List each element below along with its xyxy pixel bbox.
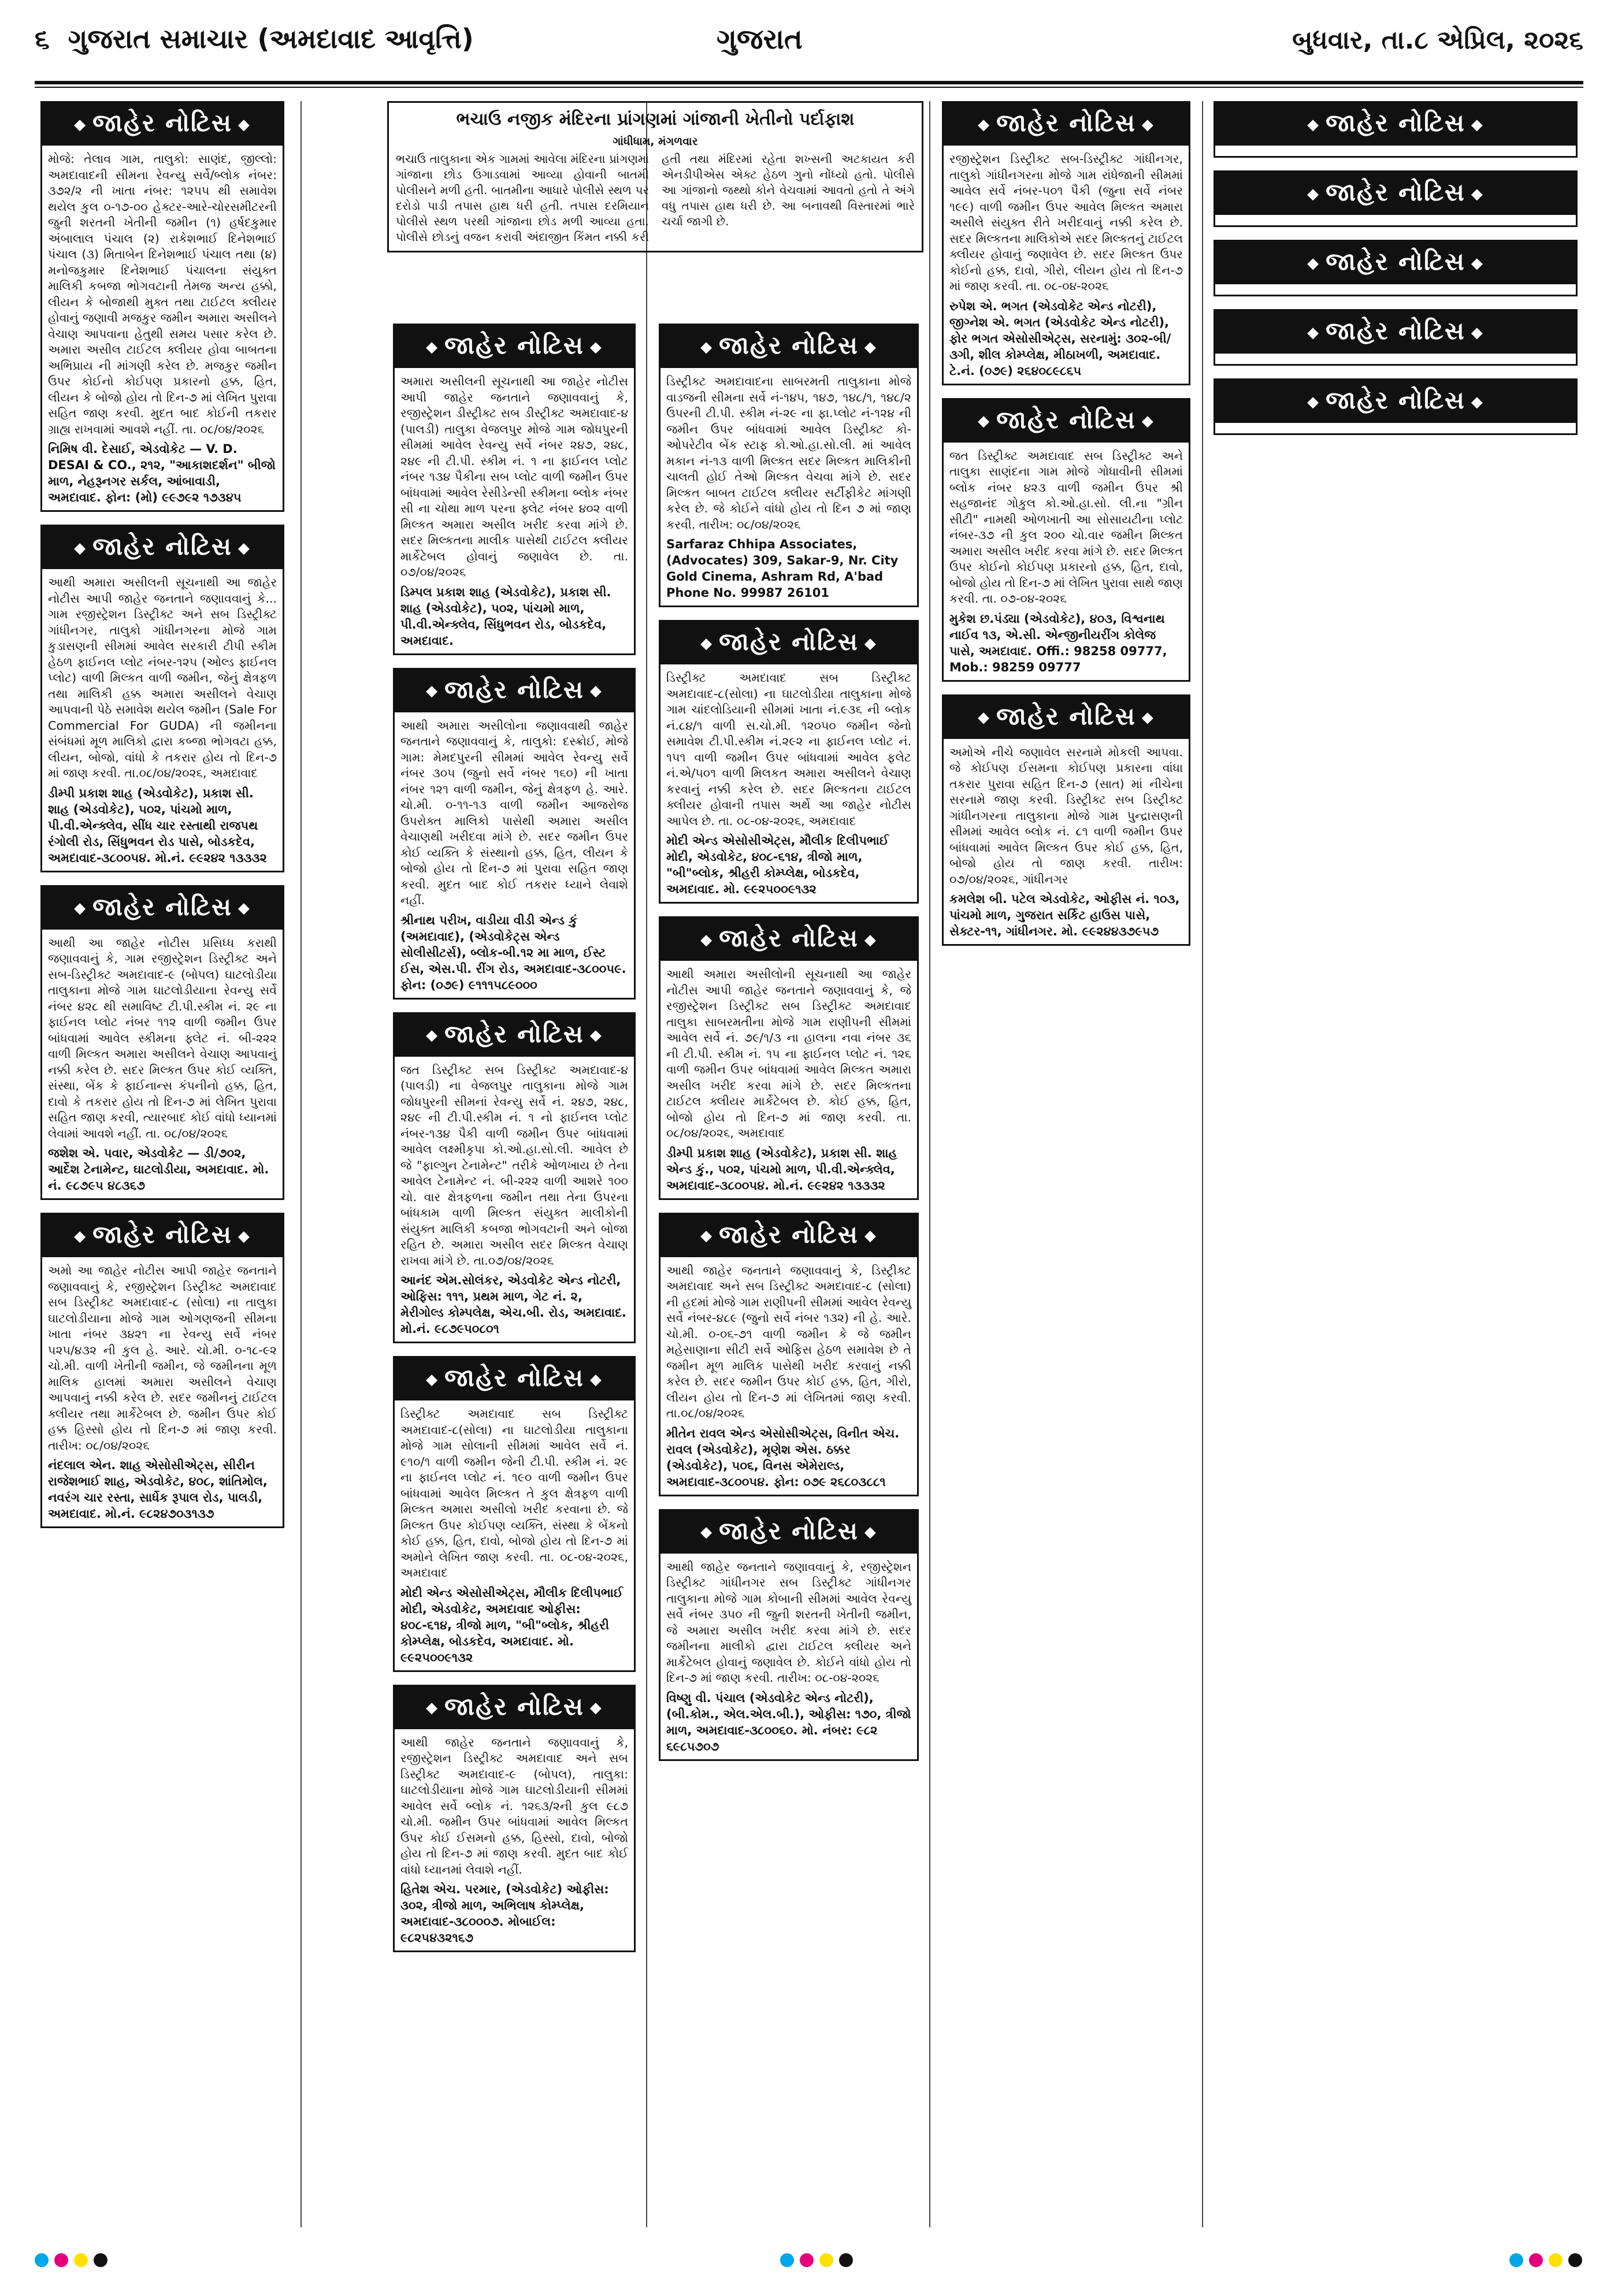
notice-body: આથી જાહેર જનતાને જણાવવાનું કે, રજીસ્ટ્રેશન ડિસ્ટ્રીક્ટ અમદાવાદ અને સબ ડિસ્ટ્રીક્ટ અમદાવાદ-૯ (બોપલ), તાલુકા: ઘાટલોડીયાના મોજે ગામ ઘાટલોડીયાની સીમમાં આવેલ સર્વે બ્લોક નં. ૧૨૬૩/૨ની કુલ ૯૮૭ ચો.મી. જમીન ઉપર બાંધવામાં આવેલ મિલ્કત ઉપર કોઈ ઈસમનો હક્ક, હિસ્સો, દાવો, બોજો હોય તો દિન-૭ માં જાણ કરવી. મુદત બાદ કોઈ વાંધો ધ્યાનમાં લેવાશે નહીં. — [400, 1735, 628, 1877]
notice-body: ડિસ્ટ્રીક્ટ અમદાવાદના સાબરમતી તાલુકાના મોજે વાડજની સીમના સર્વે નં-૧૪૫, ૧૪૭, ૧૪૮/૧, ૧૪૮/૨ ઉપરની ટી.પી. સ્કીમ નં-૨૯ ના ફા.પ્લોટ નં-૧૨૪ ની જમીન ઉપર બાંધવામાં આવેલ ડિસ્ટ્રીક્ટ કો-ઓપરેટીવ બેંક સ્ટાફ કો.ઓ.હા.સો.લી. માં આવેલ મકાન નં-૧૩ વાળી મિલ્કત સદર મિલ્કત માલિકીની ચાલતી હોઈ તેઓ મિલ્કત વેચવા માંગે છે. સદર મિલ્કત બાબત ટાઈટલ ક્લીયર સર્ટીફીકેટ માંગણી કરેલ છે. જે કોઈને વાંધો હોય તો દિન ૭ માં જાણ કરવી. તારીખ: ૦૮/૦૪/૨૦૨૬ — [666, 374, 911, 532]
registration-dot-black — [1568, 2253, 1582, 2267]
section-title: ગુજરાત — [717, 23, 803, 55]
notice-signature: મુકેશ છ.પંડ્યા (એડવોકેટ), ૪૦૩, વિશ્વનાથ નાઈવ ૧૩, એ.સી. એન્જીનીયરીંગ કોલેજ પાસે, અમદાવાદ. Offi.: 98258 09777, Mob.: 98259 09777 — [949, 611, 1167, 674]
notice-body: રજીસ્ટ્રેશન ડિસ્ટ્રીક્ટ સબ-ડિસ્ટ્રીક્ટ ગાંધીનગર, તાલુકો ગાંધીનગરના મોજે ગામ રાંધેજાની સીમમાં આવેલ સર્વે નંબર-૫૦૧ પૈકી (જુના સર્વે નંબર ૧૯૯) વાળી જમીન ઉપર આવેલ મિલ્કત અમારા અસીલે સંયુક્ત રીતે ખરીદવાનું નક્કી કરેલ છે. સદર મિલ્કતના માલિકોએ સદર મિલ્કતનું ટાઈટલ ક્લીયર હોવાનું જણાવેલ છે. સદર મિલ્કત ઉપર કોઈનો હક્ક, દાવો, ગીરો, લીયન હોય તો દિન-૭ માં જાણ કરવી. તા. ૦૮-૦૪-૨૦૨૬ — [949, 152, 1183, 293]
notice-heading: ◆ જાહેર નોટિસ ◆ — [660, 325, 917, 368]
notice-heading: ◆ જાહેર નોટિસ ◆ — [395, 1014, 634, 1057]
column-rule — [646, 101, 647, 2227]
notice-heading: ◆ જાહેર નોટિસ ◆ — [944, 103, 1189, 146]
story-dateline: ગાંધીધામ, મંગળવાર — [613, 135, 698, 148]
notice-heading: ◆ જાહેર નોટિસ ◆ — [395, 1358, 634, 1400]
registration-dot-magenta — [1529, 2253, 1543, 2267]
registration-dot-cyan — [780, 2253, 794, 2267]
registration-dot-black — [94, 2253, 107, 2267]
notice-heading: ◆ જાહેર નોટિસ ◆ — [660, 1214, 917, 1257]
paper-name: ગુજરાત સમાચાર (અમદાવાદ આવૃત્તિ) — [68, 23, 474, 54]
notice-signature: શ્રીનાથ પરીખ, વાડીયા વીડી એન્ડ કું (અમદાવાદ), (એડવોકેટ્સ એન્ડ સોલીસીટર્સ), બ્લોક-બી.૧૨ મા માળ, ઈસ્ટ ઈસ, એસ.પી. રીંગ રોડ, અમદાવાદ-૩૮૦૦૫૯. ફોન: (૦૭૯) ૯૧૧૧૫૮૯૦૦૦ — [400, 913, 626, 992]
column-rule — [929, 101, 930, 2227]
notice-heading: ◆ જાહેર નોટિસ ◆ — [1215, 242, 1576, 284]
notice-heading: ◆ જાહેર નોટિસ ◆ — [42, 526, 283, 569]
notice-signature: Sarfaraz Chhipa Associates, (Advocates) 309, Sakar-9, Nr. City Gold Cinema, Ashram Rd, A'bad Phone No. 99987 26101 — [666, 537, 899, 600]
public-notice — [659, 1509, 919, 1761]
notice-heading: ◆ જાહેર નોટિસ ◆ — [944, 400, 1189, 443]
public-notice — [40, 101, 284, 512]
registration-dot-yellow — [1549, 2253, 1563, 2267]
notice-signature: આનંદ એમ.સોલંકર, એડવોકેટ એન્ડ નોટરી, ઓફિસ: ૧૧૧, પ્રથમ માળ, ગેટ નં. ૨, મેરીગોલ્ડ કોમ્પલેક્ષ, એચ.બી. રોડ, અમદાવાદ. મો.નં. ૯૮૭૯૫૦૮૦૧ — [400, 1273, 626, 1336]
public-notice — [40, 885, 284, 1201]
column-5 — [1214, 101, 1578, 448]
public-notice — [1214, 101, 1578, 158]
notice-body: મોજે: તેલાવ ગામ, તાલુકો: સાણંદ, જીલ્લો: અમદાવાદની સીમના રેવન્યુ સર્વે/બ્લોક નંબર: ૩૭૨/૨ ની ખાતા નંબર: ૧૨૫૫ થી સમાવેશ થયેલ કુલ ૦-૧૭-૦૦ હેક્ટર-આરે-ચોરસમીટરની જુની શરતની ખેતીની જમીન (૧) હર્ષદકુમાર અંબાલાલ પંચાલ (૨) રાકેશભાઈ દિનેશભાઈ પંચાલ (૩) મિતાબેન દિનેશભાઈ પંચાલ તથા (૪) મનોજકુમાર દિનેશભાઈ પંચાલના સંયુક્ત માલિકી કબજા ભોગવટાની તેમજ અન્ય હક્કો, લીયન કે બોજાથી મુક્ત તથા ટાઈટલ ક્લીયર હોવાનું જણાવી મજકુર જમીન અમારા અસીલને વેચાણ આપવાના હેતુથી સમય પસાર કરેલ છે. અમારા અસીલ ટાઈટલ ક્લીયર હોવા બાબતના અભિપ્રાય ની માંગણી કરેલ છે. મજકુર જમીન ઉપર કોઈનો કોઈપણ પ્રકારનો હક્ક, હિત, લીયન કે બોજો હોય તો દિન-૭ માં લેખિત પુરાવા સહિત જાણ કરવી. મુદત બાદ કોઈની તકરાર ગ્રાહ્ય રાખવામાં આવશે નહીં. તા. ૦૮/૦૪/૨૦૨૬ — [48, 152, 277, 436]
public-notice — [1214, 378, 1578, 435]
public-notice — [942, 398, 1190, 682]
notice-heading: ◆ જાહેર નોટિસ ◆ — [944, 696, 1189, 739]
notice-signature: કમલેશ બી. પટેલ એડવોકેટ, ઓફીસ નં. ૧૦૩, પાંચમો માળ, ગુજરાત સર્કિટ હાઉસ પાસે, સેક્ટર-૧૧, ગાંધીનગર. મો. ૯૯૨૪૪૩૭૯૫૭ — [949, 892, 1180, 938]
column-1 — [40, 101, 284, 1541]
notice-heading: ◆ જાહેર નોટિસ ◆ — [395, 1686, 634, 1729]
public-notice — [659, 324, 919, 607]
notice-signature: રુપેશ એ. ભગત (એડવોકેટ એન્ડ નોટરી), જીગ્નેશ એ. ભગત (એડવોકેટ એન્ડ નોટરી), ફોર ભગત એસોસીએટ્સ, સરનામું: ૩૦૨-બી/૩ગી, શીલ કોમ્પ્લેક્ષ, મીઠાખળી, અમદાવાદ. ટે.નં. (૦૭૯) ૨૬૪૦૮૯૮૬૫ — [949, 299, 1171, 378]
notice-heading: ◆ જાહેર નોટિસ ◆ — [395, 670, 634, 712]
notice-signature: નંદલાલ એન. શાહ એસોસીએટ્સ, સીરીન રાજેશભાઈ શાહ, એડવોકેટ, ૪૦૮, શાંતિમોલ, નવરંગ ચાર રસ્તા, સાર્ધેક રૂપાલ રોડ, પાલડી, અમદાવાદ. મો.નં. ૯૮૨૪૭૦૩૧૩૭ — [48, 1458, 268, 1521]
notice-body: આથી અમારા અસીલની સૂચનાથી આ જાહેર નોટીસ આપી જાહેર જનતાને જણાવવાનું કે... ગામ રજીસ્ટ્રેશન ડિસ્ટ્રીક્ટ અને સબ ડિસ્ટ્રીક્ટ ગાંધીનગર, તાલુકો ગાંધીનગરના મોજે ગામ કુડાસણની સીમમાં આવેલ સરકારી ટીપી સ્કીમ હેઠળ ફાઈનલ પ્લોટ નંબર-૧૨૫ (ઓલ્ડ ફાઈનલ પ્લોટ) વાળી મિલ્કત વાળી જમીન, જેનું ક્ષેત્રફળ તથા માલિકી હક્ક અમારા અસીલને વેચાણ આપવાની પેઠે સમાવેશ થયેલ જમીન (Sale For Commercial For GUDA) ની જમીનના સંબંધમાં મૂળ માલિકો દ્વારા કબ્જા ભોગવટા હક્ક, લીયન, બોજો, વાંધો કે તકરાર હોય તો દિન-૭ માં જાણ કરવી. તા.૦૮/૦૪/૨૦૨૬, અમદાવાદ — [48, 575, 277, 780]
print-registration-marks — [35, 2253, 1583, 2271]
registration-dot-cyan — [1509, 2253, 1523, 2267]
column-2 — [393, 324, 636, 1965]
notice-heading: ◆ જાહેર નોટિસ ◆ — [1215, 172, 1576, 215]
notice-signature: વિષ્ણુ વી. પંચાલ (એડવોકેટ એન્ડ નોટરી), (બી.કોમ., એલ.એલ.બી.), ઓફીસ: ૧૭૦, ત્રીજો માળ, અમદાવાદ-૩૮૦૦૬૦. મો. નંબર: ૯૮૨ ૬૯૮૫૭૦૭ — [666, 1691, 911, 1753]
registration-dot-cyan — [35, 2253, 49, 2267]
masthead — [35, 23, 1583, 76]
column-rule — [300, 101, 302, 2227]
notice-heading: ◆ જાહેર નોટિસ ◆ — [395, 325, 634, 368]
masthead-rule — [35, 81, 1583, 84]
registration-dot-magenta — [54, 2253, 68, 2267]
public-notice — [393, 668, 636, 1000]
public-notice — [659, 620, 919, 904]
news-story — [387, 101, 923, 252]
public-notice — [1214, 240, 1578, 296]
notice-heading: ◆ જાહેર નોટિસ ◆ — [1215, 380, 1576, 423]
notice-body: ડિસ્ટ્રીક્ટ અમદાવાદ સબ ડિસ્ટ્રીક્ટ અમદાવાદ-૮(સોલા) ના ઘાટલોડીયા તાલુકાના મોજે ગામ ચાંદલોડિયાની સીમમાં ખાતા નં.૯૩૬ ની બ્લોક નં.૮૪/૧ વાળી સ.ચો.મી. ૧૨૦૫૦ જમીન જેનો સમાવેશ ટી.પી.સ્કીમ નં.૨૯૨ ના ફાઈનલ પ્લોટ નં. ૧૫૧ વાળી જમીન ઉપર બાંધવામાં આવેલ ફલેટ નં.એ/૫૦૧ વાળી મિલકત અમારા અસીલને વેચાણ કરવાનું નક્કી કરેલ છે. સદર મિલ્કતના ટાઈટલ ક્લીયર હોવાની તપાસ અર્થે આ જાહેર નોટીસ આપેલ છે. તા. ૦૮-૦૪-૨૦૨૬, અમદાવાદ — [666, 671, 911, 828]
registration-dot-black — [839, 2253, 853, 2267]
public-notice — [942, 694, 1190, 946]
public-notice — [40, 525, 284, 872]
notice-heading: ◆ જાહેર નોટિસ ◆ — [42, 103, 283, 146]
notice-signature: મીતેન રાવલ એન્ડ એસોસીએટ્સ, વિનીત એચ. રાવલ (એડવોકેટ), મૃણેશ એસ. ઠક્કર (એડવોકેટ), ૫૦૬, વિનસ એમેરાલ્ડ, અમદાવાદ-૩૮૦૦૫૪. ફોન: ૦૭૯ ૨૬૮૦૩૮૮૧ — [666, 1426, 900, 1489]
notice-signature: મોદી એન્ડ એસોસીએટ્સ, મૌલીક દિલીપભાઈ મોદી, એડવોકેટ, ૪૦૮-૬૧૪, ત્રીજો માળ, "બી"બ્લોક, શ્રીહરી કોમ્પ્લેક્ષ, બોડકદેવ, અમદાવાદ. મો. ૯૯૨૫૦૦૯૧૩૨ — [666, 834, 889, 896]
notice-signature: મોદી એન્ડ એસોસીએટ્સ, મૌલીક દિલીપભાઈ મોદી, એડવોકેટ, અમદાવાદ ઓફીસ: ૪૦૮-૬૧૪, ત્રીજો માળ, "બી"બ્લોક, શ્રીહરી કોમ્પ્લેક્ષ, બોડકદેવ, અમદાવાદ. મો. ૯૯૨૫૦૦૯૧૩૨ — [400, 1585, 624, 1665]
public-notice — [659, 916, 919, 1200]
page-number: ૬ — [35, 23, 50, 54]
dateline: બુધવાર, તા.૮ એપ્રિલ, ૨૦૨૬ — [1292, 25, 1583, 55]
notice-heading: ◆ જાહેર નોટિસ ◆ — [660, 1511, 917, 1554]
notice-signature: ડિમ્પલ પ્રકાશ શાહ (એડવોકેટ), પ્રકાશ સી. શાહ (એડવોકેટ), ૫૦૨, પાંચમો માળ, પી.વી.એન્ક્લેવ, સિંધુભવન રોડ, બોડકદેવ, અમદાવાદ. — [400, 585, 611, 648]
registration-dot-yellow — [819, 2253, 833, 2267]
registration-dot-yellow — [74, 2253, 88, 2267]
paper-title — [35, 23, 474, 55]
notice-signature: નિમિષ વી. દેસાઈ, એડવોકેટ — V. D. DESAI & CO., ૨૧૨, "આકાશદર્શન" બીજો માળ, નેહરૂનગર સર્કલ, આંબાવાડી, અમદાવાદ. ફોન: (મો) ૯૯૭૯૨ ૧૭૩૪૫ — [48, 442, 276, 504]
notice-body: જત ડિસ્ટ્રીક્ટ અમદાવાદ સબ ડિસ્ટ્રીક્ટ અને તાલુકા સાણંદના ગામ મોજે ગોધાવીની સીમમાં બ્લોક નંબર ૪૨૩ વાળી જમીન ઉપર શ્રી સહજાનંદ ગોકુલ કો.ઓ.હા.સો. લી.ના "ગ્રીન સીટી" નામથી ઓળખાતી આ સોસાયટીના પ્લોટ નંબર-૩૭ ની કુલ ૨૦૦ ચો.વાર જમીન મિલ્કત અમારા અસીલ ખરીદ કરવા માંગે છે. સદર મિલ્કત ઉપર કોઈનો કોઈપણ પ્રકારનો હક્ક, હિત, દાવો, બોજો હોય તો દિન-૭ માં લેખિત પુરાવા સાથે જાણ કરવી. તા. ૦૭-૦૪-૨૦૨૬ — [949, 448, 1183, 605]
notice-heading: ◆ જાહેર નોટિસ ◆ — [660, 622, 917, 664]
notice-body: આથી અમારા અસીલોની સૂચનાથી આ જાહેર નોટીસ આપી જાહેર જનતાને જણાવવાનું કે, જે રજીસ્ટ્રેશન ડિસ્ટ્રીક્ટ સબ ડિસ્ટ્રીક્ટ અમદાવાદ તાલુકા સાબરમતીના મોજે ગામ રાણીપની સીમમાં આવેલ સર્વે નં. ૭૯/૧/૩ ના હાલના નવા નંબર ૩૬ ની ટી.પી. સ્કીમ નં. ૧૫ ના ફાઈનલ પ્લોટ નં. ૧૨૬ વાળી જમીન ઉપર બાંધવામાં આવેલ મિલ્કત અમારા અસીલ ખરીદ કરવા માંગે છે. સદર મિલ્કતના ટાઈટલ ક્લીયર માર્કેટેબલ છે. કોઈ હક્ક, હિત, બોજો હોય તો દિન-૭ માં જાણ કરવી. તા. ૦૮/૦૪/૨૦૨૬, અમદાવાદ — [666, 967, 911, 1140]
notice-body: ડિસ્ટ્રીક્ટ અમદાવાદ સબ ડિસ્ટ્રીક્ટ અમદાવાદ-૮(સોલા) ના ઘાટલોડીયા તાલુકાના મોજે ગામ સોલાની સીમમાં આવેલ સર્વે નં. ૯૧૦/૧ વાળી જમીન જેની ટી.પી. સ્કીમ નં. ૨૯ ના ફાઈનલ પ્લોટ નં. ૧૯૦ વાળી જમીન ઉપર બાંધવામાં આવેલ મિલ્કત તે કુલ ક્ષેત્રફળ વાળી મિલ્કત અમારા અસીલો ખરીદ કરવાના છે. જે મિલ્કત ઉપર કોઈપણ વ્યક્તિ, સંસ્થા કે બેંકનો કોઈ હક્ક, હિત, દાવો, બોજો હોય તો દિન-૭ માં અમોને લેખિત જાણ કરવી. તા. ૦૮-૦૪-૨૦૨૬, અમદાવાદ — [400, 1407, 628, 1580]
notice-signature: ડીમ્પી પ્રકાશ શાહ (એડવોકેટ), પ્રકાશ સી. શાહ (એડવોકેટ), ૫૦૨, પાંચમો માળ, પી.વી.એન્ક્લેવ, સીંધ ચાર રસ્તાથી રાજપથ રંગોલી રોડ, સિંધુભવન રોડ પાસે, બોડકદેવ, અમદાવાદ-૩૮૦૦૫૪. મો.નં. ૯૯૨૪૨ ૧૩૩૩૨ — [48, 786, 267, 865]
notice-body: આથી જાહેર જનતાને જણાવવાનું કે, ડિસ્ટ્રીક્ટ અમદાવાદ અને સબ ડિસ્ટ્રીક્ટ અમદાવાદ-૮ (સોલા) ની હદમાં મોજે ગામ રાણીપની સીમમાં આવેલ રેવન્યુ સર્વે નંબર-૪૮૯ (જુનો સર્વે નંબર ૧૩૨) ની હે. આરે. ચો.મી. ૦-૦૬-૭૧ વાળી જમીન કે જે જમીન મહેસાણાના સીટી સર્વે ઓફિસ હેઠળ સમાવેશ છે તે જમીન મૂળ માલિક પાસેથી ખરીદ કરવાનું નક્કી કરેલ છે. સદર જમીન ઉપર કોઈ હક્ક, હિત, ગીરો, લીયન હોય તો દિન-૭ માં લેખિતમાં જાણ કરવી. તા.૦૮/૦૪/૨૦૨૬ — [666, 1263, 911, 1420]
public-notice — [393, 1356, 636, 1672]
notice-body: અમારા અસીલની સૂચનાથી આ જાહેર નોટીસ આપી જાહેર જનતાને જણાવવાનું કે, રજીસ્ટ્રેશન ડીસ્ટ્રીક્ટ સબ ડીસ્ટ્રીક્ટ અમદાવાદ-૪ (પાલડી) તાલુકા વેજલપુર મોજે ગામ જોધપુરની સીમમાં આવેલ રેવન્યુ સર્વે નંબર ૨૪૭, ૨૪૮, ૨૪૯ ની ટી.પી. સ્કીમ નં. ૧ ના ફાઈનલ પ્લોટ નંબર ૧૩૪ પૈકીના સબ પ્લોટ વાળી જમીન ઉપર બાંધવામાં આવેલ રેસીડેન્સી સ્કીમના બ્લોક નંબર સી ના ચોથા માળ પરના ફ્લેટ નંબર ૪૦૨ વાળી મિલ્કત અમારા અસીલ ખરીદ કરવા માંગે છે. સદર મિલ્કતના માલીક પાસેથી ટાઈટલ ક્લીયર માર્કેટેબલ હોવાનું જણાવેલ છે. તા. ૦૭/૦૪/૨૦૨૬ — [400, 374, 628, 579]
notice-heading: ◆ જાહેર નોટિસ ◆ — [660, 918, 917, 961]
story-headline: ભચાઉ નજીક મંદિરના પ્રાંગણમાં ગાંજાની ખેતીનો પર્દાફાશ — [456, 109, 855, 129]
notice-body: અમોએ નીચે જણાવેલ સરનામે મોકલી આપવા. જે કોઈપણ ઈસમના કોઈપણ પ્રકારના વાંધા તકરાર પુરાવા સહિત દિન-૭ (સાત) માં નીચેના સરનામે જાણ કરવી. ડિસ્ટ્રીક્ટ સબ ડિસ્ટ્રીક્ટ ગાંધીનગરના તાલુકાના મોજે ગામ પુન્દ્રાસણની સીમમાં આવેલ બ્લોક નં. ૮૧ વાળી જમીન ઉપર બાંધવામાં આવેલ મિલ્કત ઉપર કોઈ હક્ક, હિત, બોજો હોય તો જાણ કરવી. તારીખ: ૦૭/૦૪/૨૦૨૬, ગાંધીનગર — [949, 745, 1183, 886]
registration-dot-magenta — [800, 2253, 814, 2267]
notice-heading: ◆ જાહેર નોટિસ ◆ — [1215, 103, 1576, 146]
public-notice — [393, 324, 636, 655]
notice-signature: ડીમ્પી પ્રકાશ શાહ (એડવોકેટ), પ્રકાશ સી. શાહ એન્ડ કું., ૫૦૨, પાંચમો માળ, પી.વી.એન્ક્લેવ, અમદાવાદ-૩૮૦૦૫૪. મો.નં. ૯૯૨૪૨ ૧૩૩૩૨ — [666, 1146, 897, 1192]
notice-signature: હિતેશ એચ. પરમાર, (એડવોકેટ) ઓફીસ: ૩૦૨, ત્રીજો માળ, અભિલાષ કોમ્પ્લેક્ષ, અમદાવાદ-૩૮૦૦૦૭. મોબાઈલ: ૯૮૨૫૪૩૨૧૬૭ — [400, 1882, 609, 1945]
public-notice — [40, 1213, 284, 1528]
notice-heading: ◆ જાહેર નોટિસ ◆ — [42, 1214, 283, 1257]
public-notice — [393, 1012, 636, 1344]
notice-signature: જશેશ એ. પવાર, એડવોકેટ — ડી/૭૦૨, આર્દેશ ટેનામેન્ટ, ઘાટલોડીયા, અમદાવાદ. મો. નં. ૯૮૭૯૫ ૪૮૩૬૭ — [48, 1146, 269, 1192]
notice-body: આથી આ જાહેર નોટીસ પ્રસિધ્ધ કરાથી જણાવવાનું કે, ગામ રજીસ્ટ્રેશન ડિસ્ટ્રીક્ટ અને સબ-ડિસ્ટ્રીક્ટ અમદાવાદ-૯ (બોપલ) ઘાટલોડીયા તાલુકાના મોજે ગામ ઘાટલોડીયાના રેવન્યુ સર્વે નંબર ૪૨૮ થી સમાવિષ્ટ ટી.પી.સ્કીમ નં. ૨૯ ના ફાઈનલ પ્લોટ નંબર ૧૧૨ વાળી જમીન ઉપર બાંધવામાં આવેલ સ્કીમના ફ્લેટ નં. બી-૨૨૨ વાળી મિલ્કત અમારા અસીલને વેચાણ આપવાનું નક્કી કરેલ છે. સદર મિલ્કત ઉપર કોઈ વ્યક્તિ, સંસ્થા, બેંક કે ફાઈનાન્સ કંપનીનો હક્ક, હિત, દાવો કે તકરાર હોય તો દિન-૭ માં લેખિત પુરાવા સહિત જાણ કરવી, ત્યારબાદ કોઈ વાંધો ધ્યાનમાં લેવામાં આવશે નહીં. તા. ૦૮/૦૪/૨૦૨૬ — [48, 935, 277, 1140]
public-notice — [393, 1685, 636, 1953]
story-body: ભચાઉ તાલુકાના એક ગામમાં આવેલા મંદિરના પ્રાંગણમાં ગાંજાના છોડ ઉગાડવામાં આવ્યા હોવાની બાતમી પોલીસને મળી હતી. બાતમીના આધારે પોલીસે સ્થળ પર દરોડો પાડી તપાસ હાથ ધરી હતી. તપાસ દરમિયાન પોલીસે સ્થળ પરથી ગાંજાના છોડ મળી આવ્યા હતા. પોલીસે છોડનું વજન કરાવી અંદાજીત કિંમત નક્કી કરી હતી તથા મંદિરમાં રહેતા શખ્સની અટકાયત કરી એનડીપીએસ એક્ટ હેઠળ ગુનો નોંધ્યો હતો. પોલીસે આ ગાંજાનો જથ્થો કોને વેચવામાં આવતો હતો તે અંગે વધુ તપાસ હાથ ધરી છે. આ બનાવથી વિસ્તારમાં ભારે ચર્ચા જાગી છે. — [396, 152, 915, 244]
column-4 — [942, 101, 1190, 958]
notice-body: અમો આ જાહેર નોટીસ આપી જાહેર જનતાને જણાવવાનું કે, રજીસ્ટ્રેશન ડિસ્ટ્રીક્ટ અમદાવાદ સબ ડિસ્ટ્રીક્ટ અમદાવાદ-૮ (સોલા) ના તાલુકા ઘાટલોડીયાના મોજે ગામ ઓગણજની સીમના ખાતા નંબર ૩૪૨૧ ના રેવન્યુ સર્વે નંબર ૫૨૫/૪૩૨ ની કુલ હે. આરે. ચો.મી. ૦-૧૮-૯૨ ચો.મી. વાળી ખેતીની જમીન, જે જમીનના મૂળ માલિક હાલમાં અમારા અસીલને વેચાણ આપવાનું નક્કી કરેલ છે. સદર જમીનનું ટાઈટલ ક્લીયર તથા માર્કેટેબલ છે. જમીન ઉપર કોઈ હક્ક હિસ્સો હોય તો દિન-૭ માં જાણ કરવી. તારીખ: ૦૮/૦૪/૨૦૨૬ — [48, 1264, 277, 1452]
notice-body: જત ડિસ્ટ્રીક્ટ સબ ડિસ્ટ્રીક્ટ અમદાવાદ-૪ (પાલડી) ના વેજલપુર તાલુકાના મોજે ગામ જોધપુરની સીમનાં રેવન્યુ સર્વે નં. ૨૪૭, ૨૪૮, ૨૪૯ ની ટી.પી.સ્કીમ નં. ૧ નો ફાઈનલ પ્લોટ નંબર-૧૩૪ પૈકી વાળી જમીન ઉપર બાંધવામાં આવેલ લક્ષ્મીકૃપા કો.ઓ.હા.સો.લી. આવેલ છે જે "ફાલ્ગુન ટેનામેન્ટ" તરીકે ઓળખાય છે તેના આવેલ ટેનામેન્ટ નં. બી-૨૨૨ વાળી આશરે ૧૦૦ ચો. વાર ક્ષેત્રફળના જમીન તથા તેના ઉપરના બાંધકામ વાળી મિલ્કત સંયુક્ત માલીકોની સંયુક્ત માલિકી કબજા ભોગવટાની અને બોજા રહિત છે. અમારા અસીલ સદર મિલ્કત વેચાણ રાખવા માંગે છે. તા.૦૭/૦૪/૨૦૨૬ — [400, 1062, 628, 1268]
column-rule — [1202, 101, 1203, 2227]
public-notice — [1214, 170, 1578, 227]
public-notice — [1214, 309, 1578, 366]
masthead-rule-thin — [35, 87, 1583, 88]
notice-body: આથી અમારા અસીલોના જણાવવાથી જાહેર જનતાને જણાવવાનું કે, તાલુકો: દસ્ક્રોઈ, મોજે ગામ: મેમદપુરની સીમમાં આવેલ રેવન્યુ સર્વે નંબર ૩૦૫ (જુનો સર્વે નંબર ૧૬૦) ની ખાતા નંબર ૧૨૧ વાળી જમીન, જેનું ક્ષેત્રફળ હે. આરે. ચો.મી. ૦-૧૧-૧૩ વાળી જમીન આજરોજ ઉપરોક્ત માલિકો પાસેથી અમારા અસીલ વેચાણથી ખરીદવા માંગે છે. સદર જમીન ઉપર કોઈ વ્યક્તિ કે સંસ્થાનો હક્ક, હિત, લીયન કે બોજો હોય તો દિન-૭ માં પુરાવા સહિત જાણ કરવી. મુદત બાદ કોઈ તકરાર ધ્યાને લેવાશે નહીં. — [400, 718, 628, 907]
public-notice — [942, 101, 1190, 385]
notice-heading: ◆ જાહેર નોટિસ ◆ — [42, 887, 283, 930]
notice-body: આથી જાહેર જનતાને જણાવવાનું કે, રજીસ્ટ્રેશન ડિસ્ટ્રીક્ટ ગાંધીનગર સબ ડિસ્ટ્રીક્ટ ગાંધીનગર તાલુકાના મોજે ગામ કોબાની સીમમાં આવેલ રેવન્યુ સર્વે નંબર ૩૫૦ ની જુની શરતની ખેતીની જમીન, જે અમારા અસીલ ખરીદ કરવા માંગે છે. સદર જમીનના માલીકો દ્વારા ટાઈટલ ક્લીયર અને માર્કેટેબલ હોવાનું જણાવેલ છે. કોઈને વાંધો હોય તો દિન-૭ માં જાણ કરવી. તારીખ: ૦૮-૦૪-૨૦૨૬ — [666, 1559, 911, 1685]
column-3 — [659, 324, 919, 1774]
notice-heading: ◆ જાહેર નોટિસ ◆ — [1215, 311, 1576, 354]
public-notice — [659, 1213, 919, 1496]
